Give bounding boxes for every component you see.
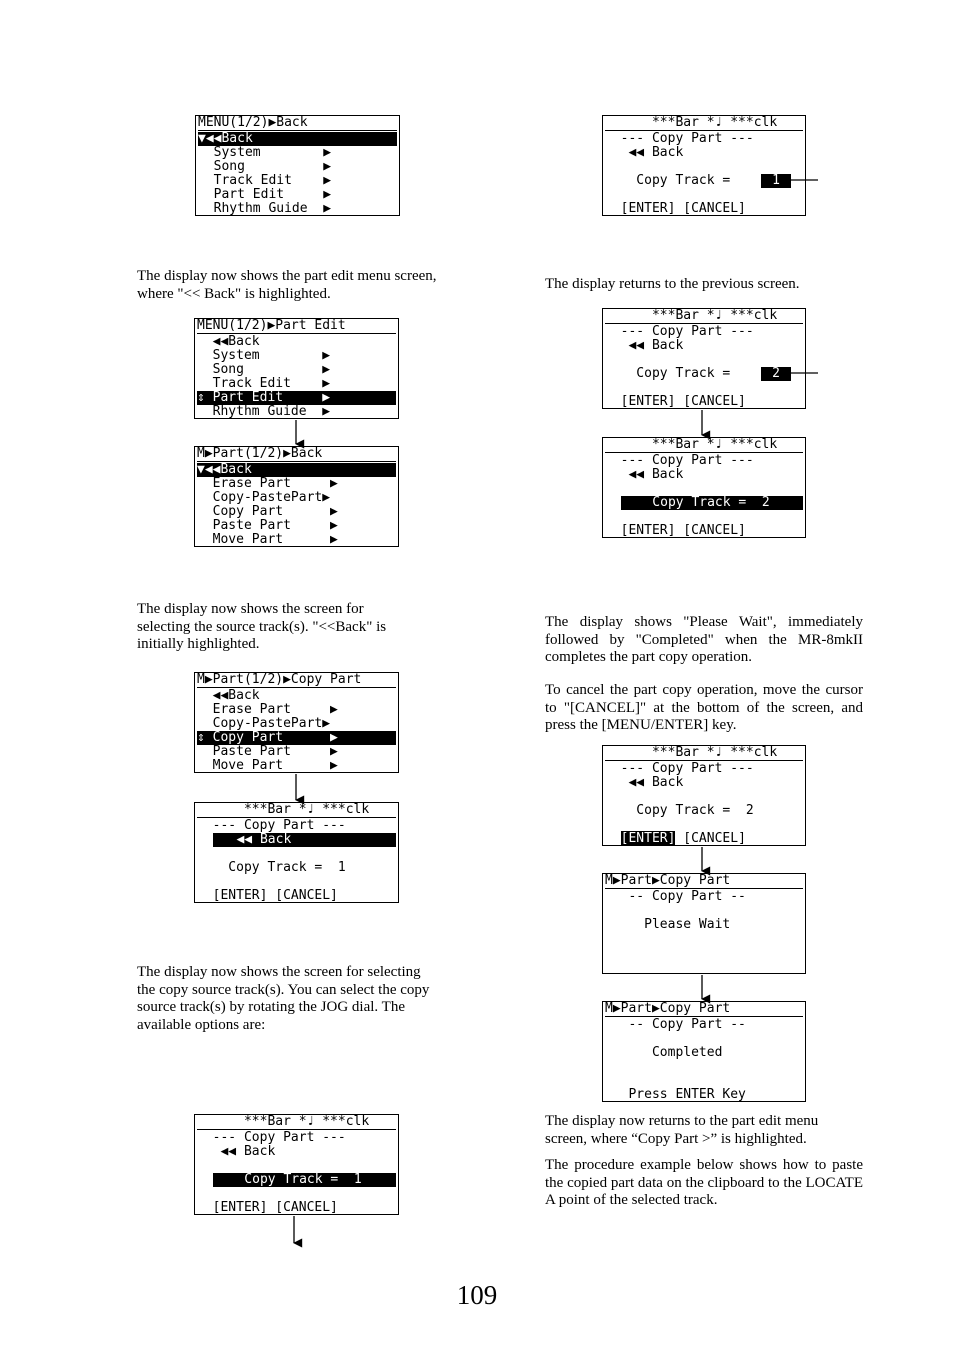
lcd-line: Copy-PastePart▶ [197, 490, 331, 505]
lcd-line: ***Bar *♩ ***clk [605, 116, 803, 131]
lcd-line: M▶Part(1/2)▶Copy Part [197, 673, 396, 688]
lcd-line: M▶Part▶Copy Part [605, 874, 803, 889]
lcd-line-highlighted: ⇕ Copy Part ▶ [197, 731, 396, 745]
lcd-line: Copy-PastePart▶ [197, 716, 331, 731]
lcd-line: Rhythm Guide ▶ [197, 404, 331, 419]
lcd-line: --- Copy Part --- [605, 324, 754, 339]
lcd-line: Rhythm Guide ▶ [198, 201, 332, 216]
lcd-line-highlighted: ⇕ Part Edit ▶ [197, 391, 396, 405]
lcd-line: Copy Track = [605, 366, 739, 381]
lcd-line-highlighted: ▼◀◀Back [198, 132, 397, 146]
lcd-line: Please Wait [605, 917, 731, 932]
lcd-line-highlighted: ▼◀◀Back [197, 463, 396, 477]
lcd-line: ◀◀Back [197, 688, 260, 703]
lcd-line-highlighted: ◀◀ Back [213, 833, 396, 847]
lcd-value-cursor: 1 [761, 174, 791, 188]
lcd-line: Copy Track = [605, 173, 739, 188]
lcd-line-highlighted: Copy Track = 1 [213, 1173, 396, 1187]
lcd-line-highlighted: Copy Track = 2 [621, 496, 803, 510]
lcd-line: ***Bar *♩ ***clk [605, 438, 803, 453]
lcd-line: Completed [605, 1045, 723, 1060]
lcd-line: --- Copy Part --- [605, 761, 754, 776]
lcd-line: Paste Part ▶ [197, 744, 338, 759]
paragraph: The display now shows the screen for selecting the copy source track(s). You can select the copy source track(s) by rotating the JOG dial. The available options are: [137, 964, 430, 1033]
lcd-line: System ▶ [198, 145, 332, 160]
lcd-line: MENU(1/2)▶Part Edit [197, 319, 396, 334]
lcd-line: ◀◀ Back [605, 338, 684, 353]
lcd-line: Erase Part ▶ [197, 476, 338, 491]
lcd-line: Copy Track = 2 [605, 803, 754, 818]
lcd-line: ◀◀ Back [605, 467, 684, 482]
lcd-line: --- Copy Part --- [605, 131, 754, 146]
lcd-enter-highlighted: [ENTER] [620, 831, 676, 846]
lcd-line: Track Edit ▶ [197, 376, 331, 391]
lcd-line: Press ENTER Key [605, 1087, 746, 1102]
lcd-line: Paste Part ▶ [197, 518, 338, 533]
lcd-line: ◀◀ Back [605, 775, 684, 790]
lcd-line: System ▶ [197, 348, 331, 363]
lcd-line: ***Bar *♩ ***clk [197, 803, 396, 818]
lcd-line: Copy Track = 1 [197, 860, 346, 875]
lcd-line: Track Edit ▶ [198, 173, 332, 188]
lcd-line: Move Part ▶ [197, 758, 338, 773]
lcd-value-cursor: 2 [761, 367, 791, 381]
lcd-line: [ENTER] [CANCEL] [197, 1200, 338, 1215]
lcd-line: -- Copy Part -- [605, 1017, 746, 1032]
paragraph: The display shows "Please Wait", immediately followed by "Completed" when the MR-8mkII completes the part copy operation. [545, 614, 863, 665]
lcd-line: [ENTER] [CANCEL] [605, 394, 746, 409]
paragraph: The display now shows the screen for selecting the source track(s). "<<Back" is initially highlighted. [137, 601, 387, 652]
lcd-line: Move Part ▶ [197, 532, 338, 547]
lcd-line: M▶Part▶Copy Part [605, 1002, 803, 1017]
page-number: 109 [456, 1280, 498, 1310]
lcd-line: Song ▶ [198, 159, 332, 174]
paragraph: The display now shows the part edit menu screen, where "<< Back" is highlighted. [137, 268, 437, 302]
lcd-line: [ENTER] [CANCEL] [605, 201, 746, 216]
paragraph: The procedure example below shows how to paste the copied part data on the clipboard to the LOCATE A point of the selected track. [545, 1157, 863, 1208]
lcd-line: --- Copy Part --- [197, 1130, 346, 1145]
lcd-line: ***Bar *♩ ***clk [605, 309, 803, 324]
paragraph: The display returns to the previous screen. [545, 276, 800, 292]
lcd-line: ***Bar *♩ ***clk [605, 746, 803, 761]
lcd-line: --- Copy Part --- [197, 818, 346, 833]
lcd-line: Erase Part ▶ [197, 702, 338, 717]
lcd-line: --- Copy Part --- [605, 453, 754, 468]
lcd-line: ***Bar *♩ ***clk [197, 1115, 396, 1130]
lcd-line: [ENTER] [CANCEL] [605, 523, 746, 538]
lcd-line: M▶Part(1/2)▶Back [197, 447, 396, 462]
paragraph: To cancel the part copy operation, move the cursor to "[CANCEL]" at the bottom of the screen, and press the [MENU/ENTER] key. [545, 682, 863, 733]
lcd-line: ◀◀ Back [605, 145, 684, 160]
lcd-line: -- Copy Part -- [605, 889, 746, 904]
lcd-line: Copy Part ▶ [197, 504, 338, 519]
lcd-line: ◀◀ Back [197, 1144, 276, 1159]
lcd-cancel: [CANCEL] [675, 831, 746, 846]
lcd-line: Song ▶ [197, 362, 331, 377]
lcd-line: [ENTER] [CANCEL] [197, 888, 338, 903]
lcd-line: Part Edit ▶ [198, 187, 332, 202]
lcd-line: ◀◀Back [197, 334, 260, 349]
lcd-line: MENU(1/2)▶Back [198, 116, 397, 131]
paragraph: The display now returns to the part edit menu screen, where “Copy Part >” is highlighted. [545, 1113, 819, 1147]
